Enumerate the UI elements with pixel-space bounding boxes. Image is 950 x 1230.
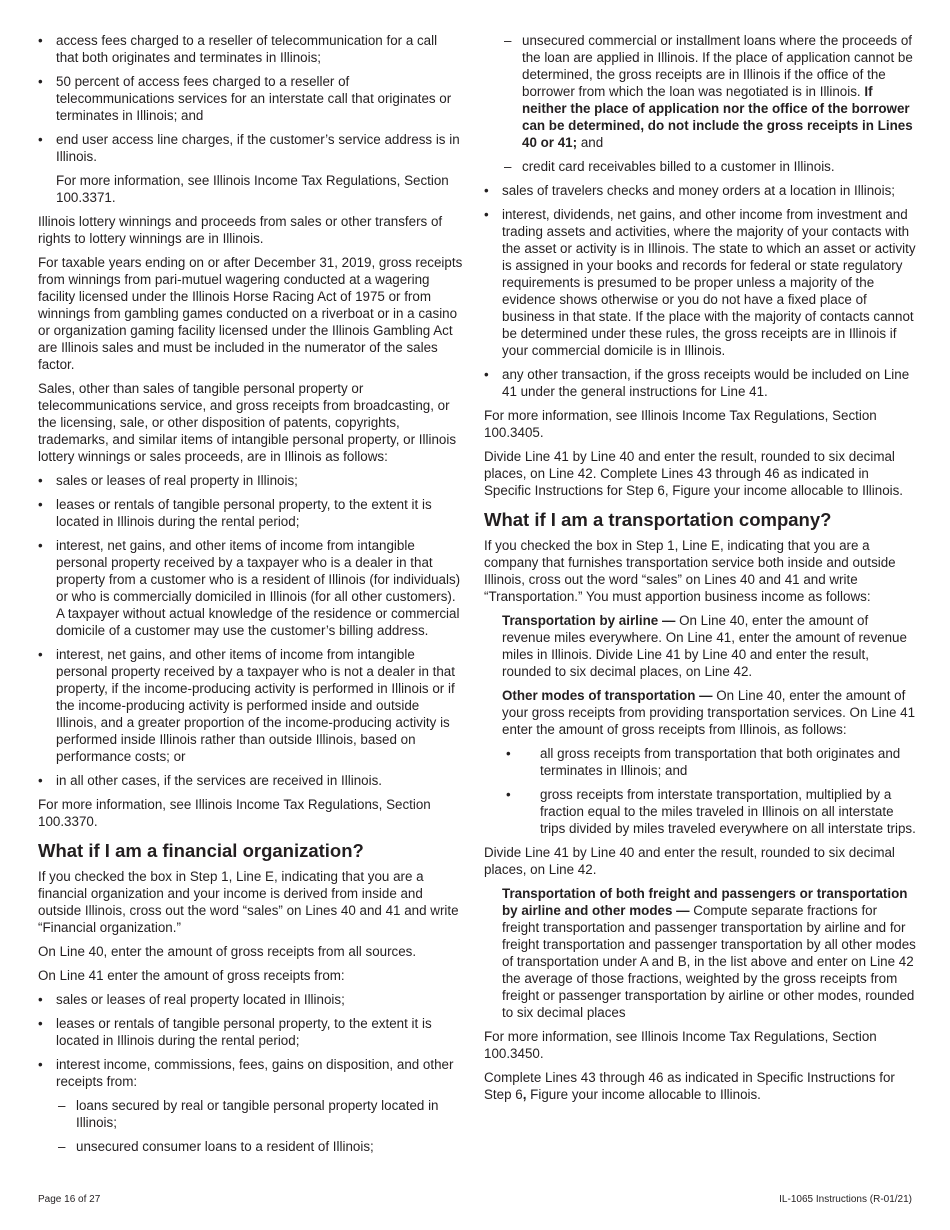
bullet: • [38,1057,43,1072]
list-item: • all gross receipts from transportation that both originates and terminates in Illinois; and [506,746,901,778]
paragraph: Transportation of both freight and passengers or transportation by airline and other modes — Compute separate fractions for freight transportation and passenger transportation by airline and for freight transportation and passenger transportation by all other modes of transportation under A and B, in the list above and enter on Line 42 the average of those fractions, weighted by the gross receipts from freight or passenger transportation by airline or other modes, rounded to six decimal places [502,886,916,1020]
list-item: • leases or rentals of tangible personal property, to the extent it is located in Illinois during the rental period; [38,497,432,529]
list-item: • interest, dividends, net gains, and other income from investment and trading assets and activities, where the majority of your contacts with the asset or activity is in Illinois. The state to which an asset or activity is assigned in your books and records for federal or state regulatory requirements is presumed to be proper unless a majority of the evidence shows otherwise or you do not have a fixed place of business in that state. If the place with the majority of contacts cannot be determined under these rules, the gross receipts are in Illinois if your commercial domicile is in Illinois. [484,207,916,358]
paragraph: Sales, other than sales of tangible personal property or telecommunications service, and gross receipts from broadcasting, or the licensing, sale, or other disposition of patents, copyrights, trademarks, and similar items of intangible personal property, or Illinois lottery winnings or sales proceeds, are in Illinois as follows: [38,381,457,464]
bullet: • [38,538,43,553]
paragraph: On Line 41 enter the amount of gross receipts from: [38,968,345,983]
paragraph: If you checked the box in Step 1, Line E, indicating that you are a financial organization and your income is derived from inside and outside Illinois, cross out the word “sales” on Lines 40 and 41 and write “Financial organization.” [38,869,459,935]
bullet: • [38,992,43,1007]
page-number: Page 16 of 27 [38,1194,101,1205]
list-item: • any other transaction, if the gross receipts would be included on Line 41 under the general instructions for Line 41. [484,367,910,399]
bullet: • [38,132,43,147]
bullet: • [506,787,511,802]
list-item: • 50 percent of access fees charged to a reseller of telecommunications services for an interstate call that originates or terminates in Illinois; and [38,74,452,123]
list-item: • in all other cases, if the services are received in Illinois. [38,773,382,788]
list-item: • interest, net gains, and other items of income from intangible personal property received by a taxpayer who is not a dealer in that property, if the income-producing activity is performed in Illinois or if the income-producing activity is performed inside and outside Illinois, and a greater proportion of the income-producing activity is performed inside Illinois rather than outside Illinois, based on performance costs; or [38,647,455,764]
paragraph: Illinois lottery winnings and proceeds from sales or other transfers of rights to lottery winnings are in Illinois. [38,214,443,246]
paragraph: For more information, see Illinois Income Tax Regulations, Section 100.3371. [56,173,449,205]
bullet: • [38,74,43,89]
list-item: • leases or rentals of tangible personal property, to the extent it is located in Illinois during the rental period; [38,1016,432,1048]
bullet: • [38,647,43,662]
sub-list-item: – unsecured consumer loans to a resident of Illinois; [58,1139,374,1154]
list-item: • sales or leases of real property located in Illinois; [38,992,345,1007]
bullet: • [484,207,489,222]
dash: – [504,33,512,48]
dash: – [58,1139,66,1154]
bullet: • [38,773,43,788]
bullet: • [484,183,489,198]
list-item: • interest income, commissions, fees, gains on disposition, and other receipts from: [38,1057,454,1089]
list-item: • gross receipts from interstate transportation, multiplied by a fraction equal to the miles traveled in Illinois on all interstate trips divided by miles traveled everywhere on all interstate trips. [506,787,916,836]
list-item: • sales of travelers checks and money orders at a location in Illinois; [484,183,895,198]
paragraph: On Line 40, enter the amount of gross receipts from all sources. [38,944,417,959]
section-heading: What if I am a transportation company? [484,509,832,530]
list-item: • end user access line charges, if the customer’s service address is in Illinois. [38,132,460,164]
bullet: • [38,33,43,48]
left-column [38,32,463,1162]
list-item: • interest, net gains, and other items of income from intangible personal property received by a taxpayer who is a dealer in that property from a customer who is a resident of Illinois (for individuals) or who is commercially domiciled in Illinois (for all other customers). A taxpayer without actual knowledge of the residence or commercial domicile of a customer may use the customer’s billing address. [38,538,461,638]
sub-list-item: – credit card receivables billed to a customer in Illinois. [504,159,835,174]
bullet: • [506,746,511,761]
bullet: • [484,367,489,382]
right-column [484,32,916,1110]
section-heading: What if I am a financial organization? [38,840,364,861]
list-item: • access fees charged to a reseller of telecommunication for a call that both originates and terminates in Illinois; [38,33,438,65]
paragraph: If you checked the box in Step 1, Line E, indicating that you are a company that furnishes transportation service both inside and outside Illinois, cross out the word “sales” on Lines 40 and 41 and write “Transportation.” You must apportion business income as follows: [484,538,896,604]
sub-list-item: – loans secured by real or tangible personal property located in Illinois; [58,1098,439,1130]
bullet: • [38,473,43,488]
paragraph: For more information, see Illinois Income Tax Regulations, Section 100.3450. [484,1029,877,1061]
form-identifier: IL-1065 Instructions (R-01/21) [779,1194,912,1205]
list-item: • sales or leases of real property in Illinois; [38,473,298,488]
paragraph: Other modes of transportation — On Line 40, enter the amount of your gross receipts from providing transportation services. On Line 41 enter the amount of gross receipts from Illinois, as follows: [502,688,916,737]
dash: – [504,159,512,174]
paragraph: Complete Lines 43 through 46 as indicated in Specific Instructions for Step 6, Figure your income allocable to Illinois. [484,1070,895,1102]
paragraph: Divide Line 41 by Line 40 and enter the result, rounded to six decimal places, on Line 42. [484,845,895,877]
dash: – [58,1098,66,1113]
paragraph: Transportation by airline — On Line 40, enter the amount of revenue miles everywhere. On Line 41, enter the amount of revenue miles in Illinois. Divide Line 41 by Line 40 and enter the result, rounded to six decimal places, on Line 42. [502,613,907,679]
paragraph: For more information, see Illinois Income Tax Regulations, Section 100.3405. [484,408,877,440]
bullet: • [38,497,43,512]
bullet: • [38,1016,43,1031]
paragraph: For more information, see Illinois Income Tax Regulations, Section 100.3370. [38,797,431,829]
sub-list-item: – unsecured commercial or installment loans where the proceeds of the loan are applied in Illinois. If the place of application cannot be determined, the gross receipts are in Illinois if the office of the borrower from which the loan was negotiated is in Illinois. If neither the place of application nor the office of the borrower can be determined, do not include the gross receipts in Lines 40 or 41; and [504,33,913,150]
paragraph: For taxable years ending on or after December 31, 2019, gross receipts from winnings from pari-mutuel wagering conducted at a wagering facility licensed under the Illinois Horse Racing Act of 1975 or from winnings from gambling games conducted on a riverboat or in a casino or organization gaming facility licensed under the Illinois Gambling Act are Illinois sales and must be included in the numerator of the sales factor. [38,255,463,372]
paragraph: Divide Line 41 by Line 40 and enter the result, rounded to six decimal places, on Line 42. Complete Lines 43 through 46 as indicated in Specific Instructions for Step 6, Figure your income allocable to Illinois. [484,449,904,498]
